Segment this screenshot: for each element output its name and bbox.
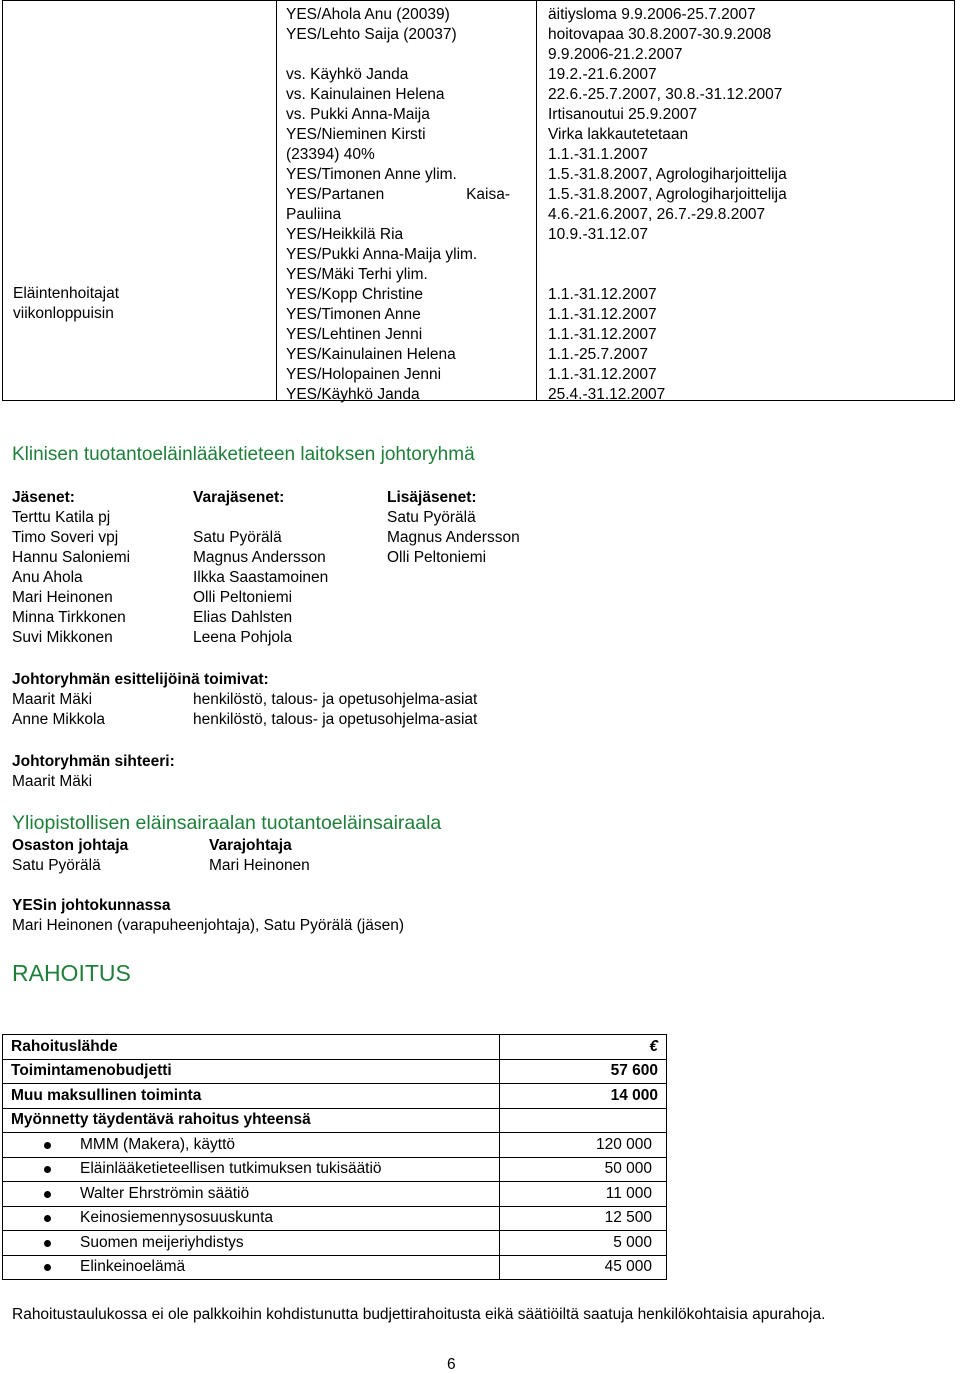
presenter-name: Anne Mikkola bbox=[12, 711, 106, 728]
deputy: Satu Pyörälä bbox=[193, 529, 282, 546]
deputy: Elias Dahlsten bbox=[193, 609, 293, 626]
period: 1.1.-31.12.2007 bbox=[548, 306, 657, 323]
period bbox=[548, 265, 787, 285]
funding-table bbox=[2, 1034, 667, 1280]
staff-name: YES/Kopp Christine bbox=[286, 286, 423, 303]
period: hoitovapaa 30.8.2007-30.9.2008 bbox=[548, 26, 772, 43]
staff-name: (23394) 40% bbox=[286, 146, 375, 163]
additional-member: Satu Pyörälä bbox=[387, 509, 476, 526]
staff-name: YES/Heikkilä Ria bbox=[286, 226, 404, 243]
period: 25.4.-31.12.2007 bbox=[548, 386, 666, 403]
board-section bbox=[12, 896, 404, 936]
period: 4.6.-21.6.2007, 26.7.-29.8.2007 bbox=[548, 206, 766, 223]
staff-name: YES/Holopainen Jenni bbox=[286, 366, 442, 383]
sub-label-text: Keinosiemennysosuuskunta bbox=[80, 1209, 274, 1227]
staff-name-split bbox=[286, 185, 510, 205]
presenter-row bbox=[12, 710, 478, 730]
member: Hannu Saloniemi bbox=[12, 549, 131, 566]
names-cell bbox=[286, 5, 510, 405]
presenter-name: Maarit Mäki bbox=[12, 691, 93, 708]
row-label: Toimintamenobudjetti bbox=[3, 1059, 500, 1084]
bullet-icon bbox=[44, 1191, 51, 1198]
staff-name bbox=[286, 45, 510, 65]
staff-name-part: Kaisa- bbox=[466, 186, 510, 203]
row-label: Myönnetty täydentävä rahoitus yhteensä bbox=[3, 1108, 500, 1133]
presenter-role: henkilöstö, talous- ja opetusohjelma-asiat bbox=[193, 691, 478, 708]
table-row bbox=[3, 1231, 667, 1256]
sub-row-value: 11 000 bbox=[500, 1182, 667, 1207]
sub-label-text: Walter Ehrströmin säätiö bbox=[80, 1184, 250, 1202]
table-row bbox=[3, 1133, 667, 1158]
period: 19.2.-21.6.2007 bbox=[548, 66, 657, 83]
sub-row-label bbox=[3, 1182, 500, 1207]
staff-name: YES/Nieminen Kirsti bbox=[286, 126, 426, 143]
row-value bbox=[500, 1108, 667, 1133]
period: 22.6.-25.7.2007, 30.8.-31.12.2007 bbox=[548, 86, 783, 103]
head-name: Satu Pyörälä bbox=[12, 857, 101, 874]
period bbox=[548, 245, 787, 265]
bullet-icon bbox=[44, 1166, 51, 1173]
table-row bbox=[3, 1182, 667, 1207]
funding-heading: RAHOITUS bbox=[12, 960, 131, 986]
role-cell bbox=[13, 284, 119, 324]
sub-label-text: MMM (Makera), käyttö bbox=[80, 1135, 236, 1153]
sub-row-value: 12 500 bbox=[500, 1206, 667, 1231]
deputy: Olli Peltoniemi bbox=[193, 589, 293, 606]
deputies-header: Varajäsenet: bbox=[193, 489, 285, 506]
staff-name: YES/Pukki Anna-Maija ylim. bbox=[286, 246, 478, 263]
table-row bbox=[3, 1108, 667, 1133]
staff-name: YES/Timonen Anne ylim. bbox=[286, 166, 457, 183]
period: 1.5.-31.8.2007, Agrologiharjoittelija bbox=[548, 166, 787, 183]
board-text: Mari Heinonen (varapuheenjohtaja), Satu Pyörälä (jäsen) bbox=[12, 917, 405, 934]
row-label: Muu maksullinen toiminta bbox=[3, 1084, 500, 1109]
secretary-header: Johtoryhmän sihteeri: bbox=[12, 753, 175, 770]
additional-member: Olli Peltoniemi bbox=[387, 549, 487, 566]
deputy-name: Mari Heinonen bbox=[209, 857, 310, 874]
sub-row-label bbox=[3, 1255, 500, 1280]
periods-cell bbox=[548, 5, 787, 405]
staff-name: YES/Lehtinen Jenni bbox=[286, 326, 423, 343]
additional-member: Magnus Andersson bbox=[387, 529, 520, 546]
hospital-deputy bbox=[209, 836, 310, 876]
head-label: Osaston johtaja bbox=[12, 837, 129, 854]
sub-row-value: 50 000 bbox=[500, 1157, 667, 1182]
board-header: YESin johtokunnassa bbox=[12, 897, 171, 914]
period: Virka lakkautetetaan bbox=[548, 126, 689, 143]
staff-name: vs. Kainulainen Helena bbox=[286, 86, 445, 103]
bullet-icon bbox=[44, 1240, 51, 1247]
bullet-icon bbox=[44, 1215, 51, 1222]
additional-column bbox=[387, 488, 520, 568]
sub-row-label bbox=[3, 1206, 500, 1231]
sub-label-text: Suomen meijeriyhdistys bbox=[80, 1233, 244, 1251]
presenters-section bbox=[12, 670, 478, 730]
staff-name: vs. Pukki Anna-Maija bbox=[286, 106, 430, 123]
column-divider bbox=[536, 1, 537, 400]
table-row bbox=[3, 1084, 667, 1109]
header-currency: € bbox=[500, 1035, 667, 1060]
table-row bbox=[3, 1059, 667, 1084]
table-row bbox=[3, 1206, 667, 1231]
sub-label-text: Elinkeinoelämä bbox=[80, 1258, 186, 1276]
members-column bbox=[12, 488, 130, 648]
column-divider bbox=[276, 1, 277, 400]
member: Mari Heinonen bbox=[12, 589, 113, 606]
member: Suvi Mikkonen bbox=[12, 629, 113, 646]
table-row bbox=[3, 1255, 667, 1280]
period: 9.9.2006-21.2.2007 bbox=[548, 46, 683, 63]
sub-row-label bbox=[3, 1157, 500, 1182]
member: Minna Tirkkonen bbox=[12, 609, 126, 626]
sub-row-label bbox=[3, 1133, 500, 1158]
hospital-heading: Yliopistollisen eläinsairaalan tuotantoeläinsairaala bbox=[12, 812, 442, 834]
deputy bbox=[193, 508, 328, 528]
period: 1.1.-31.12.2007 bbox=[548, 326, 657, 343]
management-heading: Klinisen tuotantoeläinlääketieteen laitoksen johtoryhmä bbox=[12, 444, 475, 465]
row-value: 57 600 bbox=[500, 1059, 667, 1084]
presenters-header: Johtoryhmän esittelijöinä toimivat: bbox=[12, 671, 269, 688]
role-line: Eläintenhoitajat bbox=[13, 285, 119, 302]
staff-name: YES/Timonen Anne bbox=[286, 306, 421, 323]
presenter-row bbox=[12, 690, 478, 710]
deputy: Leena Pohjola bbox=[193, 629, 293, 646]
staff-name: Pauliina bbox=[286, 206, 342, 223]
staff-name-part: YES/Partanen bbox=[286, 186, 385, 203]
period: Irtisanoutui 25.9.2007 bbox=[548, 106, 698, 123]
sub-row-label bbox=[3, 1231, 500, 1256]
deputy: Ilkka Saastamoinen bbox=[193, 569, 329, 586]
members-header: Jäsenet: bbox=[12, 489, 75, 506]
period: 1.1.-31.1.2007 bbox=[548, 146, 648, 163]
period: 1.1.-31.12.2007 bbox=[548, 366, 657, 383]
staff-name: YES/Käyhkö Janda bbox=[286, 386, 420, 403]
hospital-head bbox=[12, 836, 128, 876]
staff-name: YES/Mäki Terhi ylim. bbox=[286, 266, 428, 283]
staff-name: vs. Käyhkö Janda bbox=[286, 66, 409, 83]
presenter-role: henkilöstö, talous- ja opetusohjelma-asiat bbox=[193, 711, 478, 728]
additional-header: Lisäjäsenet: bbox=[387, 489, 477, 506]
page-number: 6 bbox=[447, 1356, 456, 1373]
staff-name: YES/Kainulainen Helena bbox=[286, 346, 456, 363]
period: 1.1.-25.7.2007 bbox=[548, 346, 648, 363]
sub-label-text: Eläinlääketieteellisen tutkimuksen tukisäätiö bbox=[80, 1160, 382, 1178]
period: 1.5.-31.8.2007, Agrologiharjoittelija bbox=[548, 186, 787, 203]
member: Terttu Katila pj bbox=[12, 509, 111, 526]
period: 10.9.-31.12.07 bbox=[548, 226, 648, 243]
staff-table bbox=[2, 0, 955, 401]
sub-row-value: 120 000 bbox=[500, 1133, 667, 1158]
bullet-icon bbox=[44, 1264, 51, 1271]
secretary-section bbox=[12, 752, 175, 792]
deputy: Magnus Andersson bbox=[193, 549, 326, 566]
period: äitiysloma 9.9.2006-25.7.2007 bbox=[548, 6, 756, 23]
funding-note: Rahoitustaulukossa ei ole palkkoihin kohdistunutta budjettirahoitusta eikä säätiöiltä saatuja henkilökohtaisia apurahoja. bbox=[12, 1306, 826, 1323]
staff-name: YES/Ahola Anu (20039) bbox=[286, 6, 450, 23]
staff-name: YES/Lehto Saija (20037) bbox=[286, 26, 457, 43]
sub-row-value: 45 000 bbox=[500, 1255, 667, 1280]
member: Anu Ahola bbox=[12, 569, 83, 586]
bullet-icon bbox=[44, 1142, 51, 1149]
deputies-column bbox=[193, 488, 328, 648]
sub-row-value: 5 000 bbox=[500, 1231, 667, 1256]
table-row bbox=[3, 1157, 667, 1182]
header-label: Rahoituslähde bbox=[3, 1035, 500, 1060]
secretary-name: Maarit Mäki bbox=[12, 773, 93, 790]
period: 1.1.-31.12.2007 bbox=[548, 286, 657, 303]
table-row bbox=[3, 1035, 667, 1060]
deputy-label: Varajohtaja bbox=[209, 837, 292, 854]
member: Timo Soveri vpj bbox=[12, 529, 119, 546]
row-value: 14 000 bbox=[500, 1084, 667, 1109]
role-line: viikonloppuisin bbox=[13, 305, 114, 322]
